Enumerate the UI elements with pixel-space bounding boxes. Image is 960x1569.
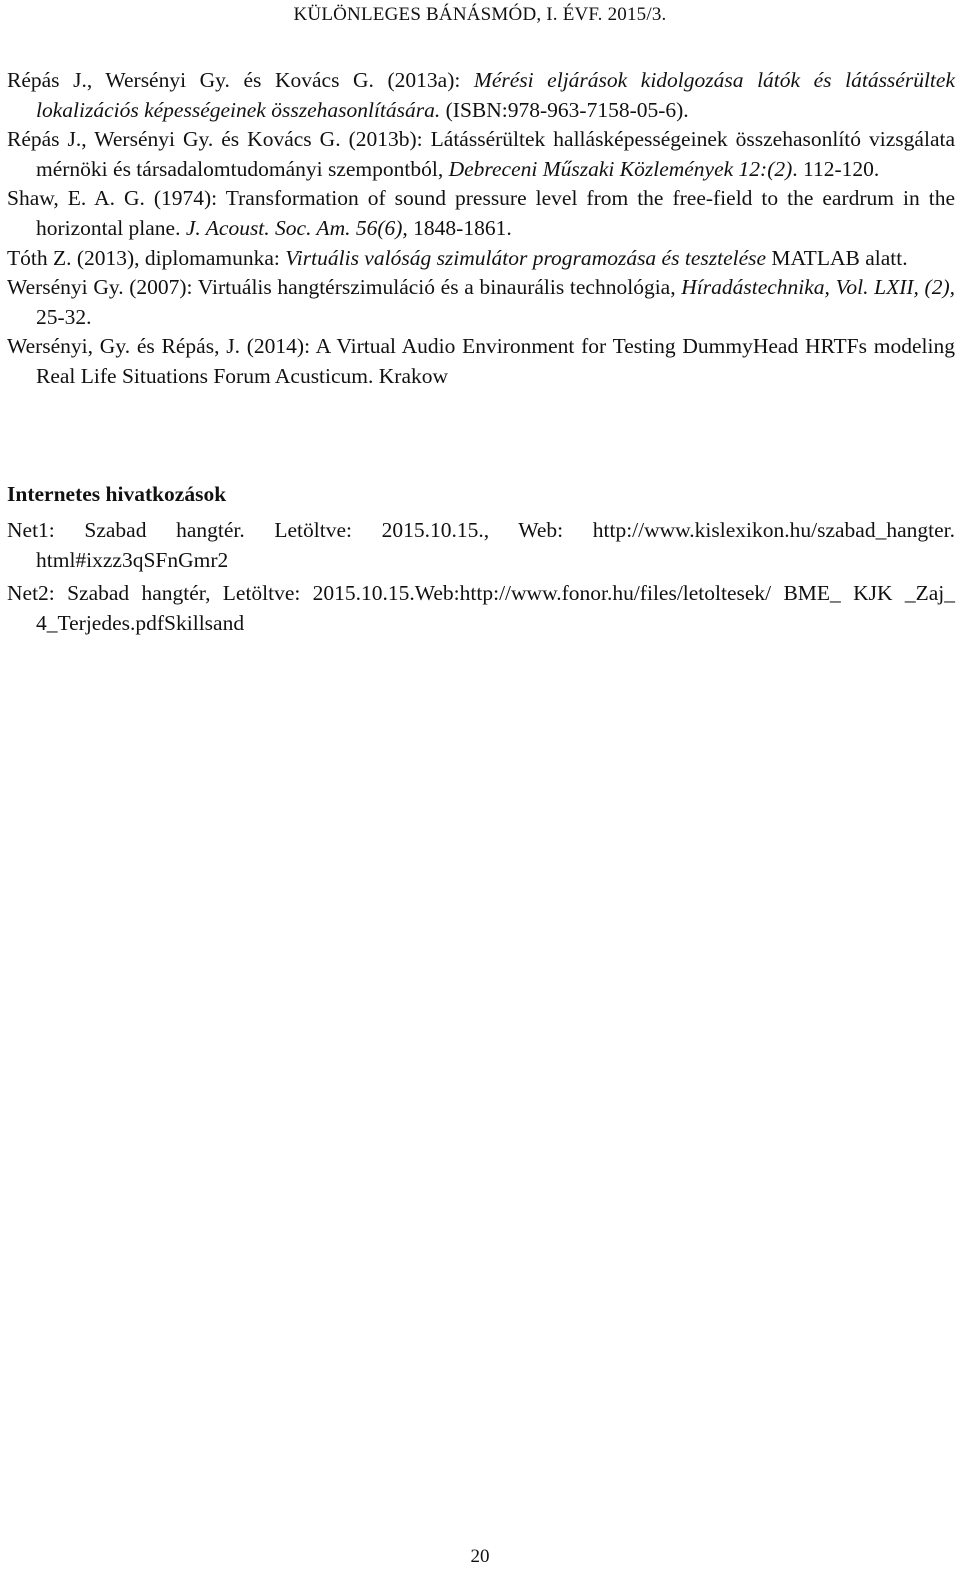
- reference-tail: . 112-120.: [792, 156, 880, 181]
- reference-list: [7, 66, 955, 392]
- reference-title: Híradástechnika, Vol. LXII, (2),: [681, 275, 955, 300]
- reference-tail: 1848-1861.: [407, 215, 512, 240]
- reference-title: Debreceni Műszaki Közlemények 12:(2): [448, 156, 793, 181]
- reference-tail: MATLAB alatt.: [766, 245, 908, 270]
- reference-authors: Tóth Z. (2013), diplomamunka:: [7, 245, 286, 270]
- reference-tail: (ISBN:978-963-7158-05-6).: [440, 97, 689, 122]
- reference-item: [7, 332, 955, 391]
- running-header: KÜLÖNLEGES BÁNÁSMÓD, I. ÉVF. 2015/3.: [293, 4, 667, 25]
- reference-title: Virtuális valóság szimulátor programozása és tesztelése: [285, 245, 767, 270]
- reference-authors: Répás J., Wersényi Gy. és Kovács G. (2013b): Látássérültek hallásképességeinek összehasonlító vizsgálata mérnöki és társadalomtudományi szempontból,: [7, 127, 955, 181]
- internet-reference-item: Net1: Szabad hangtér. Letöltve: 2015.10.15., Web: http://www.kislexikon.hu/szabad_hangter. html#ixzz3qSFnGmr2: [7, 518, 955, 572]
- reference-item: [7, 273, 955, 332]
- reference-item: [7, 66, 955, 125]
- reference-authors: Shaw, E. A. G. (1974): Transformation of sound pressure level from the free-field to the eardrum in the horizontal plane.: [7, 186, 955, 240]
- reference-authors: Wersényi, Gy. és Répás, J. (2014): A Virtual Audio Environment for Testing DummyHead HRTFs modeling Real Life Situations Forum Acusticum. Krakow: [7, 334, 955, 388]
- reference-authors: Wersényi Gy. (2007): Virtuális hangtérszimuláció és a binaurális technológia,: [7, 275, 682, 300]
- reference-title: Mérési eljárások kidolgozása látók és látássérültek lokalizációs képességeinek összehasonlítására.: [36, 68, 955, 122]
- reference-tail: 25-32.: [36, 304, 92, 329]
- page-number: 20: [470, 1546, 490, 1567]
- internet-references-heading: Internetes hivatkozások: [7, 482, 227, 506]
- internet-reference-item: Net2: Szabad hangtér, Letöltve: 2015.10.15.Web:http://www.fonor.hu/files/letoltesek/ BME_ KJK _Zaj_ 4_Terjedes.pdfSkillsand: [7, 581, 955, 635]
- reference-title: J. Acoust. Soc. Am. 56(6),: [185, 215, 408, 240]
- reference-item: [7, 184, 955, 243]
- reference-item: [7, 125, 955, 184]
- reference-authors: Répás J., Wersényi Gy. és Kovács G. (2013a):: [7, 68, 474, 92]
- reference-item: [7, 244, 955, 274]
- internet-reference-list: [7, 516, 955, 642]
